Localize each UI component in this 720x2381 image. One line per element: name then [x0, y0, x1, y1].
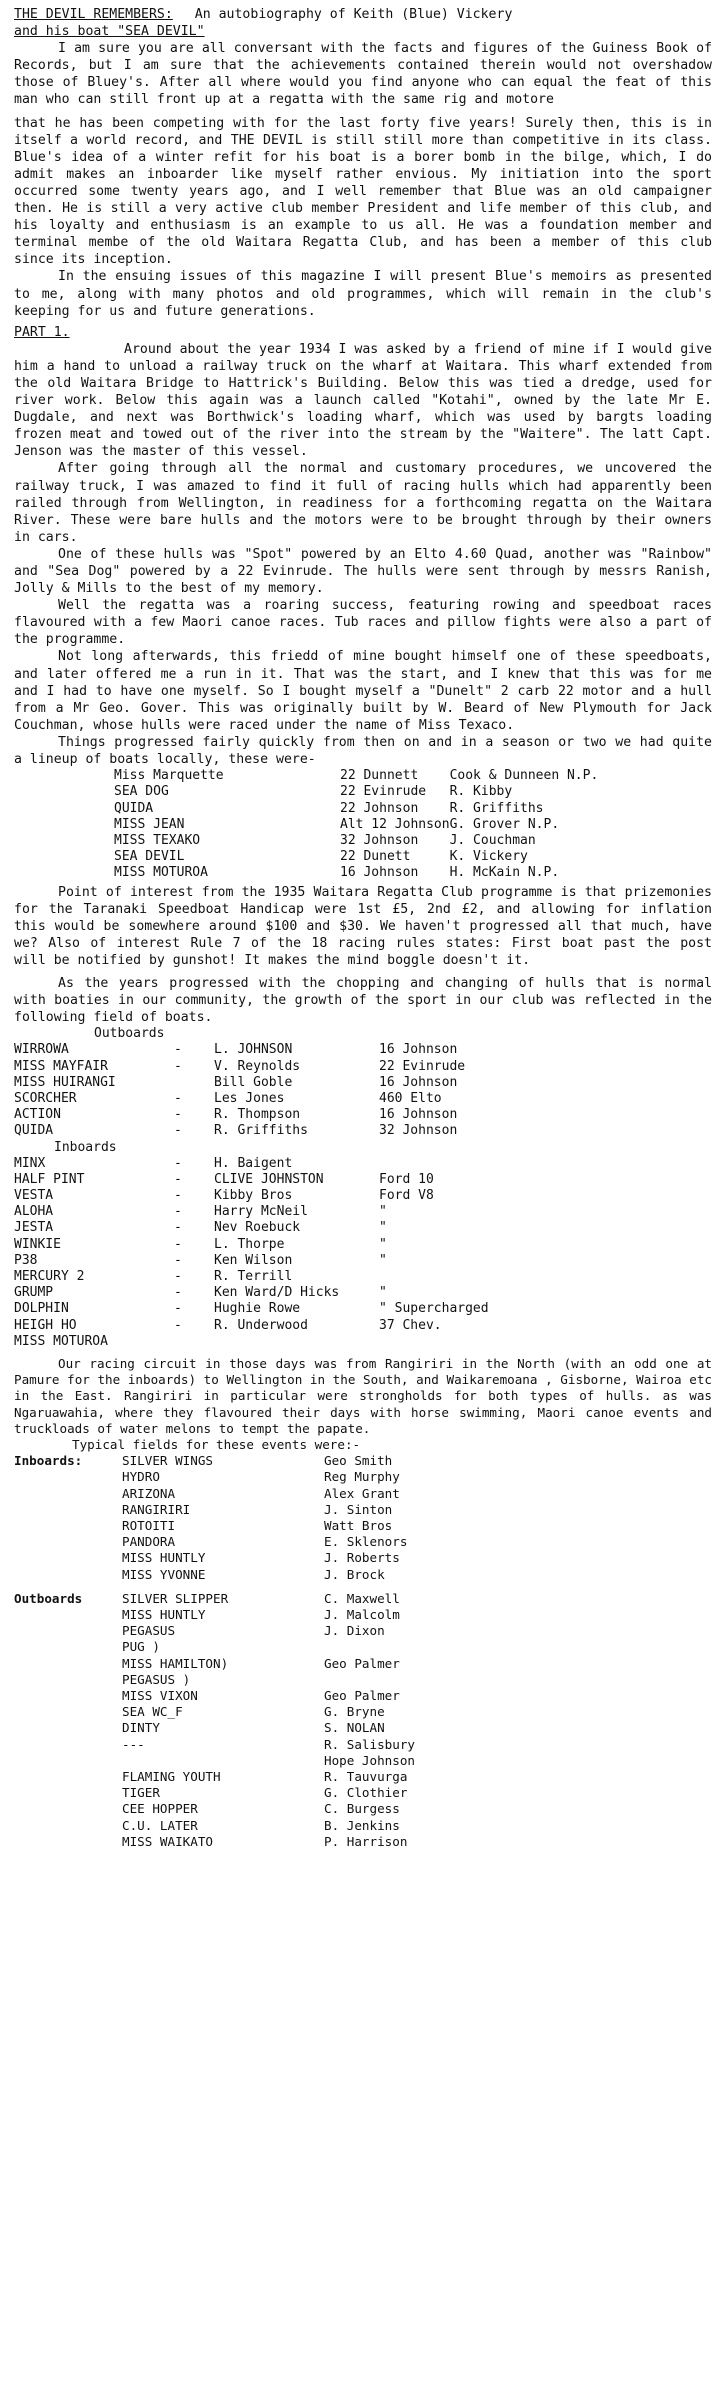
boat-name: RANGIRIRI: [122, 1501, 191, 1517]
typical-row: [14, 1672, 524, 1688]
engine: 22 Evinrude: [340, 784, 427, 800]
owner: [324, 1639, 524, 1655]
group-label-spacer: [14, 1639, 122, 1655]
typical-row: [14, 1534, 524, 1550]
engine: 16 Johnson: [379, 1074, 458, 1090]
engine: ": [379, 1236, 387, 1252]
boat-name: HYDRO: [122, 1469, 160, 1485]
field-row: [14, 1042, 465, 1058]
lineup-row: [114, 865, 598, 881]
typical-row: [14, 1453, 524, 1469]
part1-paragraph-4: Well the regatta was a roaring success, featuring rowing and speedboat races flavoured with a few Maori canoe races. Tub races and pillow fights were also a part of the programme.: [14, 598, 720, 648]
owner: CLIVE JOHNSTON: [214, 1171, 324, 1187]
owner: Harry McNeil: [214, 1204, 308, 1220]
field-row: [14, 1220, 489, 1236]
boat-name: GRUMP: [14, 1285, 54, 1301]
part1-paragraph-2: After going through all the normal and customary procedures, we uncovered the railway truck, I was amazed to find it full of racing hulls which had apparently been railed through from Wellington, in readiness for a forthcoming regatta on the Waitara River. These were bare hulls and the motors were to be brought through by their owners in cars.: [14, 461, 720, 545]
part1-paragraph-5: Not long afterwards, this friedd of mine bought himself one of these speedboats, and later offered me a run in it. That was the start, and I knew that this was for me and I had to have one myself. So I bought myself a "Dunelt" 2 carb 22 motor and a hull from a Mr Geo. Gover. This was originally built by W. Beard of New Plymouth for Jack Couchman, whose hulls were raced under the name of Miss Texaco.: [14, 649, 720, 733]
engine: 22 Johnson: [340, 800, 419, 816]
article-page: [14, 6, 720, 1850]
group-label-spacer: [14, 1785, 122, 1801]
group-label-spacer: [14, 1688, 122, 1704]
article-title: THE DEVIL REMEMBERS:: [14, 7, 173, 22]
progress-paragraph: As the years progressed with the chopping and changing of hulls that is normal with boaties in our community, the growth of the sport in our club was reflected in the following field of boats.: [14, 976, 720, 1026]
owner: L. JOHNSON: [214, 1042, 293, 1058]
intro-paragraph-1: I am sure you are all conversant with the facts and figures of the Guiness Book of Records, but I am sure that the achievements contained therein would not overshadow those of Bluey's. After all where would you find anyone who can equal the feat of this man who can still front up at a regatta with the same rig and motore: [14, 41, 720, 108]
owner: H. McKain N.P.: [449, 865, 560, 881]
boat-name: SEA DEVIL: [114, 849, 185, 865]
group-label-spacer: [14, 1656, 122, 1672]
field-inboards-label: Inboards: [54, 1139, 117, 1155]
owner: Ken Wilson: [214, 1252, 293, 1268]
owner: Les Jones: [214, 1090, 285, 1106]
typical-outboards-table: [14, 1591, 524, 1850]
boat-name: P38: [14, 1252, 38, 1268]
owner: Bill Goble: [214, 1074, 293, 1090]
boat-name: QUIDA: [114, 800, 154, 816]
engine: 37 Chev.: [379, 1317, 442, 1333]
owner: K. Vickery: [449, 849, 528, 865]
group-label-spacer: [14, 1834, 122, 1850]
owner: G. Bryne: [324, 1704, 385, 1720]
boat-name: MISS HUNTLY: [122, 1550, 206, 1566]
dash: -: [174, 1187, 182, 1203]
part1-paragraph-3: One of these hulls was "Spot" powered by an Elto 4.60 Quad, another was "Rainbow" and "Sea Dog" powered by a 22 Evinrude. The hulls were sent through by messrs Ranish, Jolly & Mills to the best of my memory.: [14, 546, 720, 597]
owner: S. NOLAN: [324, 1720, 385, 1736]
engine: [379, 1334, 489, 1350]
lineup-row: [114, 849, 598, 865]
engine: ": [379, 1204, 387, 1220]
owner: J. Roberts: [324, 1550, 400, 1566]
lineup-table: [114, 768, 598, 881]
boat-name: PEGASUS ): [122, 1671, 191, 1687]
boat-name: TIGER: [122, 1785, 160, 1801]
typical-fields-label: Typical fields for these events were:-: [72, 1436, 361, 1452]
article-subtitle-line2: and his boat "SEA DEVIL": [14, 24, 205, 40]
owner: V. Reynolds: [214, 1058, 301, 1074]
typical-row: [14, 1607, 524, 1623]
owner: G. Grover N.P.: [449, 816, 560, 832]
field-row: [14, 1156, 489, 1172]
field-row: [14, 1188, 489, 1204]
boat-name: DINTY: [122, 1720, 160, 1736]
part1-paragraph-6: Things progressed fairly quickly from then on and in a season or two we had quite a lineup of boats locally, these were-: [14, 734, 720, 768]
typical-row: [14, 1818, 524, 1834]
owner: Geo Palmer: [324, 1655, 400, 1671]
typical-row: [14, 1518, 524, 1534]
boat-name: ACTION: [14, 1107, 61, 1123]
typical-row: [14, 1486, 524, 1502]
owner: J. Dixon: [324, 1623, 385, 1639]
intro-paragraph-2: that he has been competing with for the last forty five years! Surely then, this is in itself a world record, and THE DEVIL is still still more than competitive in its class. Blue's idea of a winter refit for his boat is a borer bomb in the bilge, which, I do admit makes an inboarder like myself rather envious. My initiation into the sport occurred some twenty years ago, and I well remember that Blue was an old campaigner then. He is still a very active club member President and life member of this club, and his loyalty and enthusiasm is an example to us all. He was a foundation member and terminal membe of the old Waitara Regatta Club, and has been a member of this club since its inception.: [14, 115, 720, 268]
owner: Kibby Bros: [214, 1187, 293, 1203]
field-row: [14, 1253, 489, 1269]
typical-row: [14, 1469, 524, 1485]
owner: Geo Smith: [324, 1453, 393, 1469]
group-label-spacer: [14, 1550, 122, 1566]
group-label-spacer: [14, 1567, 122, 1583]
dash: -: [174, 1252, 182, 1268]
owner: R. Tauvurga: [324, 1769, 408, 1785]
boat-name: C.U. LATER: [122, 1817, 198, 1833]
article-header: [14, 6, 712, 23]
group-label-spacer: [14, 1737, 122, 1753]
owner: E. Sklenors: [324, 1534, 408, 1550]
owner: R. Thompson: [214, 1107, 301, 1123]
group-label-spacer: [14, 1769, 122, 1785]
boat-name: QUIDA: [14, 1123, 54, 1139]
dash: -: [174, 1236, 182, 1252]
boat-name: MISS JEAN: [114, 816, 185, 832]
group-label-spacer: [14, 1720, 122, 1736]
engine: Ford V8: [379, 1187, 434, 1203]
field-row: [14, 1334, 489, 1350]
boat-name: MISS HUNTLY: [122, 1607, 206, 1622]
owner: G. Clothier: [324, 1785, 408, 1801]
owner: J. Malcolm: [324, 1607, 400, 1622]
owner: P. Harrison: [324, 1833, 408, 1849]
group-label-spacer: [14, 1486, 122, 1502]
engine: 16 Johnson: [379, 1107, 458, 1123]
boat-name: PUG ): [122, 1639, 160, 1655]
owner: J. Brock: [324, 1566, 385, 1582]
boat-name: MERCURY 2: [14, 1268, 85, 1284]
engine: " Supercharged: [379, 1301, 489, 1317]
owner: B. Jenkins: [324, 1817, 400, 1833]
boat-name: MISS WAIKATO: [122, 1833, 213, 1849]
boat-name: MINX: [14, 1155, 46, 1171]
owner: Alex Grant: [324, 1485, 400, 1501]
field-row: [14, 1285, 489, 1301]
owner: R. Griffiths: [449, 800, 544, 816]
field-row: [14, 1172, 489, 1188]
boat-name: MISS HAMILTON): [122, 1655, 229, 1671]
article-subtitle: An autobiography of Keith (Blue) Vickery: [194, 7, 513, 22]
owner: Hope Johnson: [324, 1752, 415, 1768]
owner: J. Sinton: [324, 1501, 393, 1517]
typical-row: [14, 1591, 524, 1607]
field-row: [14, 1091, 465, 1107]
dash: -: [174, 1220, 182, 1236]
group-label-spacer: [14, 1801, 122, 1817]
engine: [379, 1269, 489, 1285]
field-row: [14, 1204, 489, 1220]
engine: Ford 10: [379, 1171, 434, 1187]
boat-name: HEIGH HO: [14, 1317, 77, 1333]
boat-name: MISS MOTUROA: [14, 1333, 108, 1349]
boat-name: ARIZONA: [122, 1485, 176, 1501]
dash: -: [174, 1317, 182, 1333]
owner: R. Griffiths: [214, 1123, 308, 1139]
boat-name: SEA DOG: [114, 784, 169, 800]
boat-name: PANDORA: [122, 1534, 176, 1550]
engine: Alt 12 Johnson: [340, 816, 450, 832]
boat-name: MISS VIXON: [122, 1688, 198, 1704]
group-label: Outboards: [14, 1590, 83, 1606]
typical-row: [14, 1656, 524, 1672]
boat-name: PEGASUS: [122, 1623, 176, 1639]
dash: -: [174, 1155, 182, 1171]
engine: 16 Johnson: [379, 1042, 458, 1058]
owner: Reg Murphy: [324, 1469, 400, 1485]
dash: [174, 1334, 214, 1350]
typical-row: [14, 1753, 524, 1769]
owner: [324, 1672, 524, 1688]
boat-name: CEE HOPPER: [122, 1801, 198, 1817]
boat-name: ---: [122, 1736, 145, 1752]
engine: 460 Elto: [379, 1090, 442, 1106]
dash: -: [174, 1268, 182, 1284]
typical-row: [14, 1550, 524, 1566]
owner: J. Couchman: [449, 832, 536, 848]
part-label: PART 1.: [14, 324, 70, 340]
typical-row: [14, 1834, 524, 1850]
boat-name: WINKIE: [14, 1236, 61, 1252]
field-outboards-table: [14, 1042, 465, 1139]
boat-name: ALOHA: [14, 1204, 54, 1220]
part1-paragraph-1: Around about the year 1934 I was asked by a friend of mine if I would give him a hand to unload a railway truck on the wharf at Waitara. This wharf extended from the old Waitara Bridge to Hattrick's Building. Below this was tied a dredge, used for river work. Below this again was a launch called "Kotahi", owned by the late Mr E. Dugdale, and next was Borthwick's loading wharf, which was used by bargts loading frozen meat and towed out of the river into the stream by the "Waitere". The latt Capt. Jenson was the master of this vessel.: [14, 341, 720, 460]
engine: 16 Johnson: [340, 865, 419, 881]
engine: 32 Johnson: [379, 1123, 458, 1139]
group-label-spacer: [14, 1672, 122, 1688]
dash: -: [174, 1058, 182, 1074]
typical-row: [14, 1623, 524, 1639]
typical-inboards-table: [14, 1453, 524, 1583]
typical-row: [14, 1785, 524, 1801]
engine: 22 Evinrude: [379, 1058, 466, 1074]
group-label-spacer: [14, 1753, 122, 1769]
dash: -: [174, 1171, 182, 1187]
group-label-spacer: [14, 1623, 122, 1639]
lineup-row: [114, 768, 598, 784]
field-outboards-label: Outboards: [94, 1026, 165, 1042]
dash: -: [174, 1042, 182, 1058]
owner: L. Thorpe: [214, 1236, 285, 1252]
owner: [214, 1334, 379, 1350]
group-label-spacer: [14, 1502, 122, 1518]
field-row: [14, 1123, 465, 1139]
field-row: [14, 1075, 465, 1091]
field-inboards-table: [14, 1156, 489, 1350]
typical-row: [14, 1720, 524, 1736]
boat-name: WIRROWA: [14, 1042, 69, 1058]
typical-row: [14, 1704, 524, 1720]
boat-name: Miss Marquette: [114, 768, 224, 784]
boat-name: DOLPHIN: [14, 1301, 69, 1317]
boat-name: FLAMING YOUTH: [122, 1769, 221, 1785]
boat-name: JESTA: [14, 1220, 54, 1236]
typical-row: [14, 1502, 524, 1518]
boat-name: MISS HUIRANGI: [14, 1074, 116, 1090]
owner: Cook & Dunneen N.P.: [449, 768, 599, 784]
owner: C. Maxwell: [324, 1590, 400, 1606]
group-label-spacer: [14, 1518, 122, 1534]
owner: C. Burgess: [324, 1801, 400, 1817]
owner: R. Kibby: [449, 784, 513, 800]
owner: Ken Ward/D Hicks: [214, 1285, 340, 1301]
engine: ": [379, 1285, 387, 1301]
engine: 32 Johnson: [340, 832, 419, 848]
group-label-spacer: [14, 1469, 122, 1485]
owner: Geo Palmer: [324, 1688, 400, 1704]
field-row: [14, 1269, 489, 1285]
dash: -: [174, 1285, 182, 1301]
boat-name: [122, 1753, 324, 1769]
boat-name: ROTOITI: [122, 1517, 176, 1533]
engine: 22 Dunnett: [340, 768, 419, 784]
owner: Nev Roebuck: [214, 1220, 301, 1236]
typical-row: [14, 1769, 524, 1785]
typical-row: [14, 1737, 524, 1753]
group-label-spacer: [14, 1607, 122, 1623]
lineup-row: [114, 784, 598, 800]
owner: R. Underwood: [214, 1317, 308, 1333]
lineup-row: [114, 833, 598, 849]
dash: -: [174, 1204, 182, 1220]
typical-row: [14, 1639, 524, 1655]
dash: -: [174, 1107, 182, 1123]
circuit-paragraph: Our racing circuit in those days was from Rangiriri in the North (with an odd one at Pamure for the inboards) to Wellington in the South, and Waikaremoana , Gisborne, Wairoa etc in the East. Rangiriri in particular were strongholds for both types of hulls. as was Ngaruawahia, where they flavoured their days with horse swimming, Maori canoe events and truckloads of water melons to tempt the papate.: [14, 1355, 720, 1436]
owner: Watt Bros: [324, 1517, 393, 1533]
boat-name: VESTA: [14, 1187, 54, 1203]
field-row: [14, 1059, 465, 1075]
group-label: Inboards:: [14, 1453, 83, 1469]
owner: R. Terrill: [214, 1268, 293, 1284]
boat-name: MISS MAYFAIR: [14, 1058, 108, 1074]
boat-name: MISS YVONNE: [122, 1566, 206, 1582]
boat-name: SILVER WINGS: [122, 1453, 213, 1469]
engine: [379, 1156, 489, 1172]
owner: H. Baigent: [214, 1155, 293, 1171]
dash: -: [174, 1301, 182, 1317]
point-of-interest-paragraph: Point of interest from the 1935 Waitara Regatta Club programme is that prizemonies for the Taranaki Speedboat Handicap were 1st £5, 2nd £2, and allowing for inflation this would be somewhere around $100 and $30. We haven't progressed all that much, have we? Also of interest Rule 7 of the 18 racing rules states: First boat past the post will be notified by gunshot! It makes the mind boggle doesn't it.: [14, 884, 720, 968]
boat-name: MISS MOTUROA: [114, 865, 208, 881]
group-label-spacer: [14, 1704, 122, 1720]
field-row: [14, 1107, 465, 1123]
engine: ": [379, 1220, 387, 1236]
typical-row: [14, 1688, 524, 1704]
owner: R. Salisbury: [324, 1736, 415, 1752]
group-label-spacer: [14, 1534, 122, 1550]
field-row: [14, 1237, 489, 1253]
typical-row: [14, 1567, 524, 1583]
engine: 22 Dunett: [340, 849, 411, 865]
lineup-row: [114, 801, 598, 817]
field-row: [14, 1301, 489, 1317]
dash: [174, 1075, 214, 1091]
typical-row: [14, 1801, 524, 1817]
dash: -: [174, 1123, 182, 1139]
boat-name: SCORCHER: [14, 1090, 77, 1106]
owner: Hughie Rowe: [214, 1301, 301, 1317]
lineup-row: [114, 817, 598, 833]
boat-name: MISS TEXAKO: [114, 832, 201, 848]
boat-name: SILVER SLIPPER: [122, 1590, 229, 1606]
intro-paragraph-3: In the ensuing issues of this magazine I will present Blue's memoirs as presented to me, along with many photos and old programmes, which will remain in the club's keeping for us and future generations.: [14, 269, 720, 319]
boat-name: HALF PINT: [14, 1171, 85, 1187]
boat-name: SEA WC_F: [122, 1704, 183, 1720]
field-row: [14, 1318, 489, 1334]
dash: -: [174, 1090, 182, 1106]
group-label-spacer: [14, 1818, 122, 1834]
engine: ": [379, 1252, 387, 1268]
